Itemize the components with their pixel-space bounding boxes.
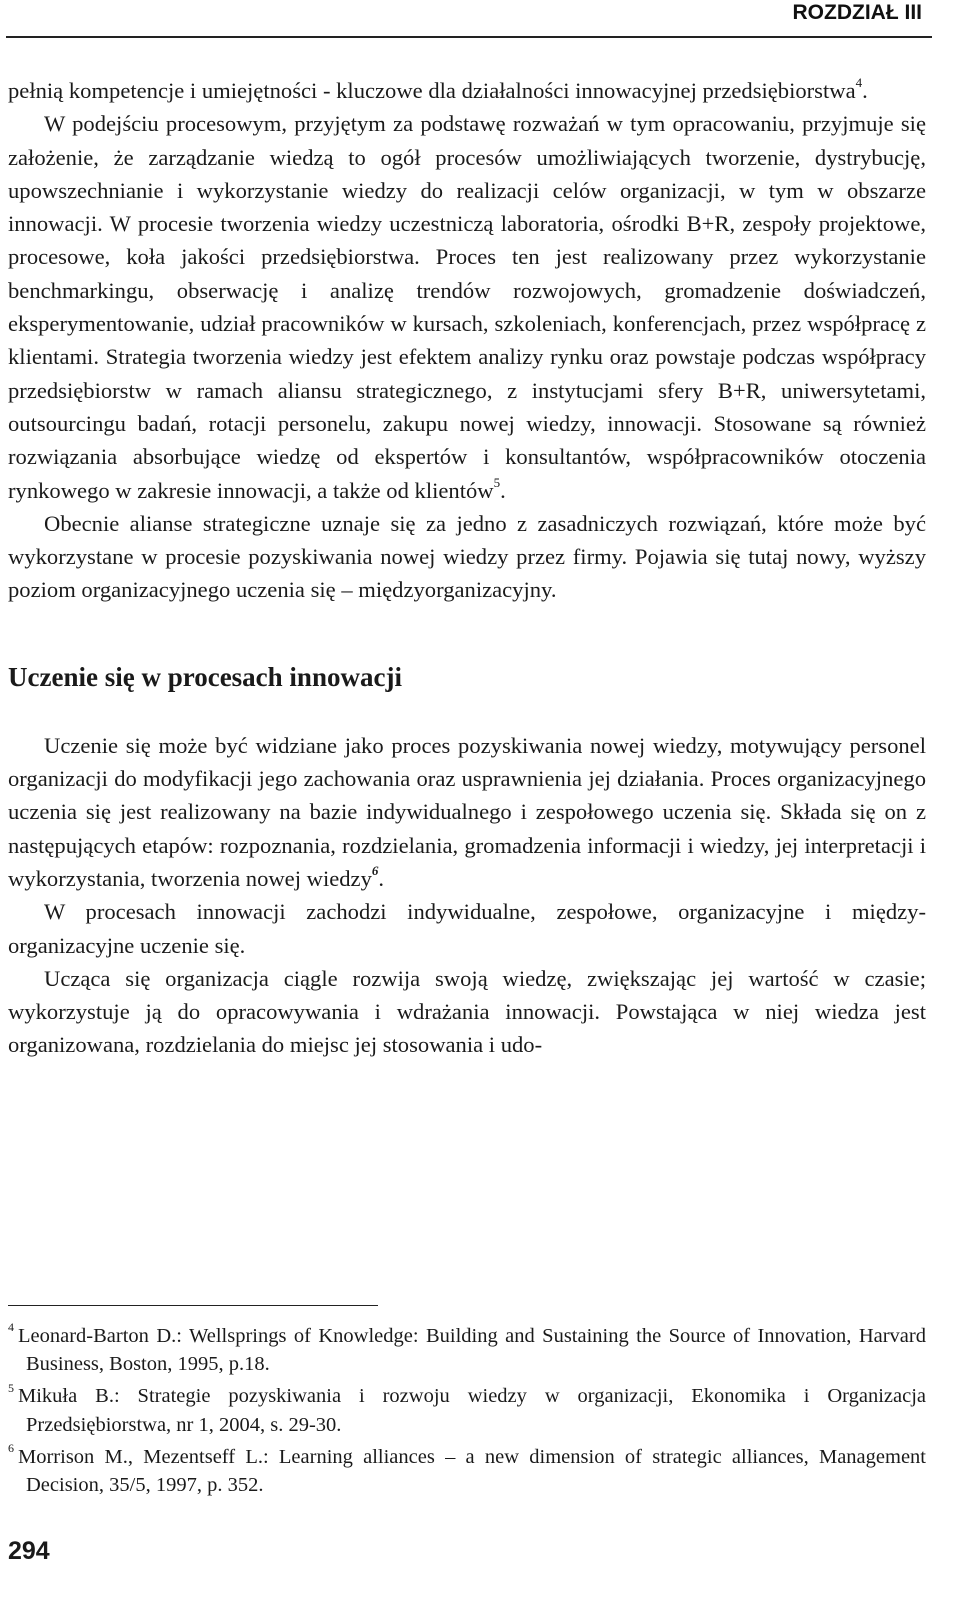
- paragraph-3: Obecnie alianse strategiczne uznaje się za jedno z zasadniczych rozwiązań, które może być wykorzystane w procesie pozyskiwania nowej wiedzy przez firmy. Pojawia się tutaj nowy, wyższy poziom organizacyjnego uczenia się – międzyorganizacyjny.: [8, 510, 926, 603]
- page-header: [0, 0, 960, 30]
- paragraph-4: [8, 729, 926, 895]
- footnote-number: 4: [8, 1320, 14, 1335]
- footnote-ref-6[interactable]: 6: [371, 863, 379, 879]
- paragraph-6: Ucząca się organizacja ciągle rozwija swoją wiedzę, zwiększając jej wartość w czasie; wykorzystuje ją do opracowywania i wdrażania innowacji. Powstająca w niej wiedza jest organizowana, rozdzielania do miejsc jej stosowania i udo-: [8, 965, 926, 1058]
- footnote-text: Mikuła B.: Strategie pozyskiwania i rozwoju wiedzy w organizacji, Ekonomika i Organizacja Przedsiębiorstwa, nr 1, 2004, s. 29-30.: [18, 1385, 926, 1436]
- paragraph-2: [8, 107, 926, 507]
- footnote-text: Leonard-Barton D.: Wellsprings of Knowledge: Building and Sustaining the Source of Innovation, Harvard Business, Boston, 1995, p.18.: [18, 1325, 926, 1376]
- section-heading: Uczenie się w procesach innowacji: [8, 661, 402, 692]
- footnote-5: [8, 1382, 926, 1438]
- paragraph-5: W procesach innowacji zachodzi indywidualne, zespołowe, organizacyjne i między-organizacyjne uczenie się.: [8, 899, 926, 958]
- footnote-6: [8, 1440, 926, 1499]
- paragraph-4-text: Uczenie się może być widziane jako proces pozyskiwania nowej wiedzy, motywujący personel organizacji do modyfikacji jego zachowania oraz usprawnienia jej działania. Proces organizacyjnego uczenia się jest realizowany na bazie indywidualnego i zespołowego uczenia się. Składa się on z następujących etapów: rozpoznania, rozdzielania, gromadzenia informacji i wiedzy, jej interpretacji i wykorzystania, tworzenia nowej wiedzy: [8, 732, 926, 891]
- footnotes: [8, 1322, 926, 1503]
- footnote-text: Morrison M., Mezentseff L.: Learning alliances – a new dimension of strategic alliances, Management Decision, 35/5, 1997, p. 352.: [18, 1445, 926, 1497]
- paragraph-1-end: .: [862, 78, 868, 103]
- footnote-4: [8, 1322, 926, 1378]
- chapter-title: ROZDZIAŁ III: [792, 1, 922, 24]
- paragraph-4-end: .: [378, 865, 385, 891]
- header-rule: [6, 36, 932, 38]
- paragraph-2-end: .: [500, 477, 506, 503]
- page-number: 294: [8, 1537, 50, 1565]
- footnote-rule: [8, 1305, 378, 1306]
- footnote-ref-4[interactable]: 4: [855, 75, 863, 91]
- paragraph-1: [8, 74, 926, 107]
- body-text: [8, 74, 926, 1062]
- footnote-ref-5[interactable]: 5: [493, 475, 501, 491]
- paragraph-1-text: pełnią kompetencje i umiejętności - kluczowe dla działalności innowacyjnej przedsiębiorstwa: [8, 78, 856, 103]
- footnote-number: 6: [8, 1440, 14, 1455]
- paragraph-2-text: W podejściu procesowym, przyjętym za podstawę rozważań w tym opracowaniu, przyjmuje się założenie, że zarządzanie wiedzą to ogół procesów umożliwiających tworzenie, dystrybucję, upowszechnianie i wykorzystanie wiedzy do realizacji celów organizacji, w tym w obszarze innowacji. W procesie tworzenia wiedzy uczestniczą laboratoria, ośrodki B+R, zespoły projektowe, procesowe, koła jakości przedsiębiorstwa. Proces ten jest realizowany przez wykorzystanie benchmarkingu, obserwację i analizę trendów rozwojowych, gromadzenie doświadczeń, eksperymentowanie, udział pracowników w kursach, szkoleniach, konferencjach, przez współpracę z klientami. Strategia tworzenia wiedzy jest efektem analizy rynku oraz powstaje podczas współpracy przedsiębiorstw w ramach aliansu strategicznego, z instytucjami sfery B+R, uniwersytetami, outsourcingu badań, rotacji personelu, zakupu nowej wiedzy, innowacji. Stosowane są również rozwiązania absorbujące wiedzę od ekspertów i konsultantów, współpracowników otoczenia rynkowego w zakresie innowacji, a także od klientów: [8, 111, 926, 503]
- footnote-number: 5: [8, 1380, 14, 1395]
